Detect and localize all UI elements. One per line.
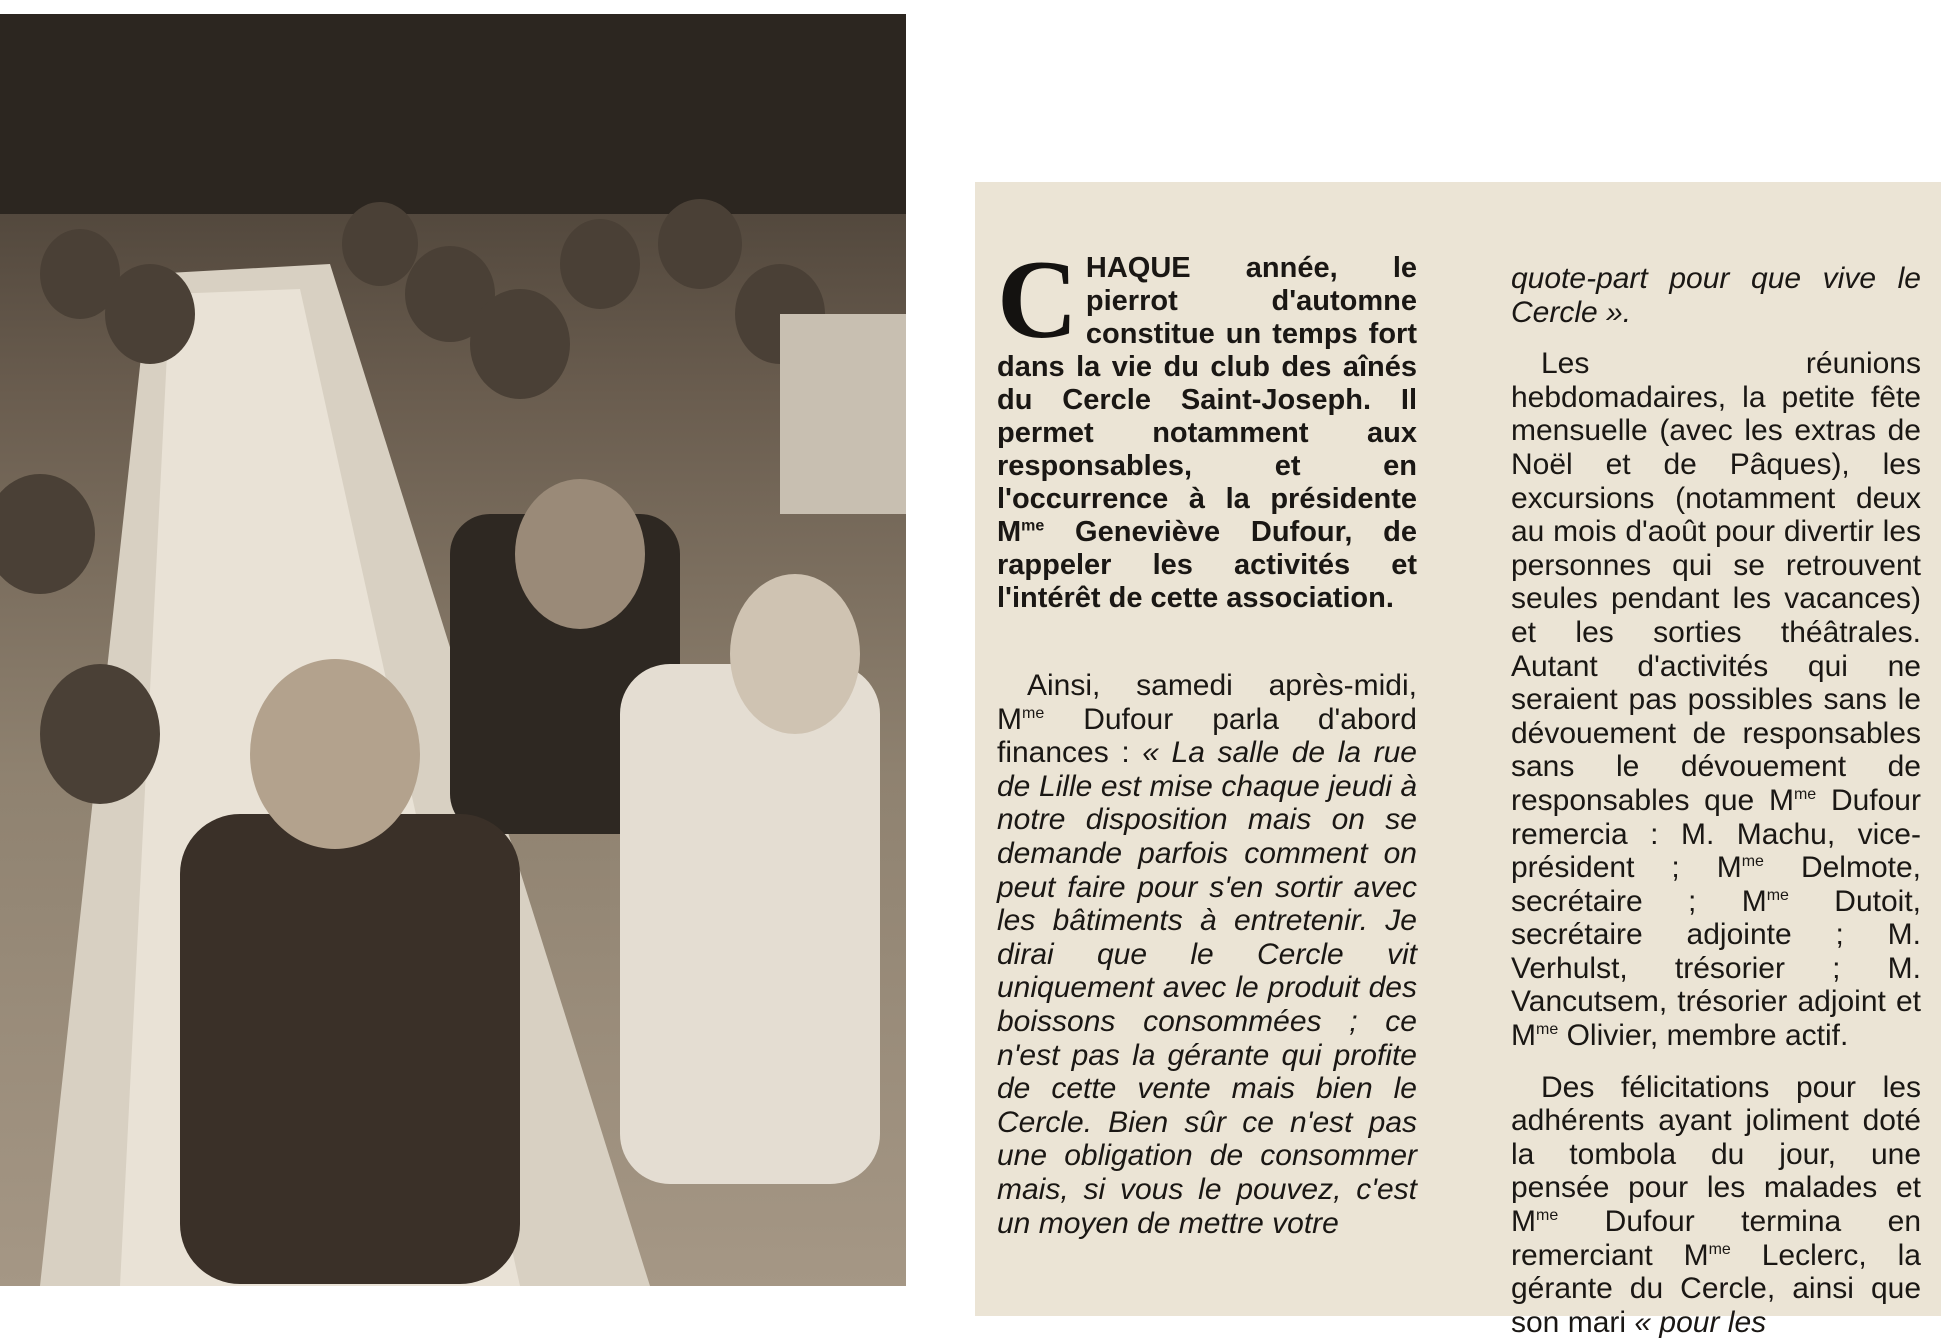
p3-text-a: Des félicitations pour les adhérents ayant joliment doté la tombola du jour, une pensée pour les malades et M xyxy=(1511,1070,1921,1239)
p2-sup-c: me xyxy=(1766,886,1789,904)
p1-sup: me xyxy=(1022,704,1045,722)
article-column-1 xyxy=(997,238,1417,1240)
p3-quote: « pour les xyxy=(1634,1305,1767,1339)
article-column-2 xyxy=(1511,262,1921,1339)
lead-text: année, le pierrot d'automne constitue un temps fort dans la vie du club des aînés du Cercle Saint-Joseph. Il permet notamment aux responsables, et en l'occurrence à la présidente M xyxy=(997,252,1417,548)
article-paragraph-1 xyxy=(997,669,1417,1240)
p1-quote: « La salle de la rue de Lille est mise chaque jeudi à notre disposition mais on se demande parfois comment on peut faire pour s'en sortir avec les bâtiments à entretenir. Je dirai que le Cercle vit uniquement avec le produit des boissons consommées ; ce n'est pas la gérante qui profite de cette vente mais bien le Cercle. Bien sûr ce n'est pas une obligation de consommer mais, si vous le pouvez, c'est un moyen de mettre votre xyxy=(997,736,1417,1240)
p3-sup-a: me xyxy=(1536,1207,1559,1225)
p2-sup-a: me xyxy=(1793,785,1817,803)
lead-sup: me xyxy=(1021,517,1045,535)
p3-sup-b: me xyxy=(1708,1240,1731,1258)
drop-cap: C xyxy=(997,238,1078,362)
p2-text-b: Dufour remercia : M. Machu, vice-président ; M xyxy=(1511,783,1921,885)
p3-text-b: Dufour termina en remerciant M xyxy=(1511,1205,1921,1272)
article-lead xyxy=(997,238,1417,615)
lead-text-end: Geneviève Dufour, de rappeler les activités et l'intérêt de cette association. xyxy=(997,516,1417,614)
p2-text-d: Dutoit, secrétaire adjointe ; M. Verhulst, trésorier ; M. Vancutsem, trésorier adjoint et M xyxy=(1511,884,1921,1053)
col2-continuation: quote-part pour que vive le Cercle ». xyxy=(1511,262,1921,329)
p2-text-c: Delmote, secrétaire ; M xyxy=(1511,851,1921,918)
p2-sup-d: me xyxy=(1536,1021,1559,1039)
banquet-photo-icon xyxy=(0,14,906,1286)
article-clipping xyxy=(975,182,1941,1339)
article-paragraph-3 xyxy=(1511,1071,1921,1339)
p1-text-b: Dufour parla d'abord finances : xyxy=(997,702,1417,770)
article-paragraph-2 xyxy=(1511,347,1921,1052)
p2-sup-b: me xyxy=(1741,853,1764,871)
p2-text-e: Olivier, membre actif. xyxy=(1558,1019,1849,1053)
p3-text-c: Leclerc, la gérante du Cercle, ainsi que son mari xyxy=(1511,1238,1921,1339)
p1-text-a: Ainsi, samedi après-midi, M xyxy=(997,669,1417,736)
lead-first-word: HAQUE xyxy=(1085,252,1191,284)
p2-text-a: Les réunions hebdomadaires, la petite fête mensuelle (avec les extras de Noël et de Pâques), les excursions (notamment deux au mois d'août pour divertir les personnes qui se retrouvent seules pendant les vacances) et les sorties théâtrales. Autant d'activités qui ne seraient pas possibles sans le dévouement de responsables sans le dévouement de responsables que M xyxy=(1511,347,1921,817)
banquet-photo xyxy=(0,14,906,1286)
